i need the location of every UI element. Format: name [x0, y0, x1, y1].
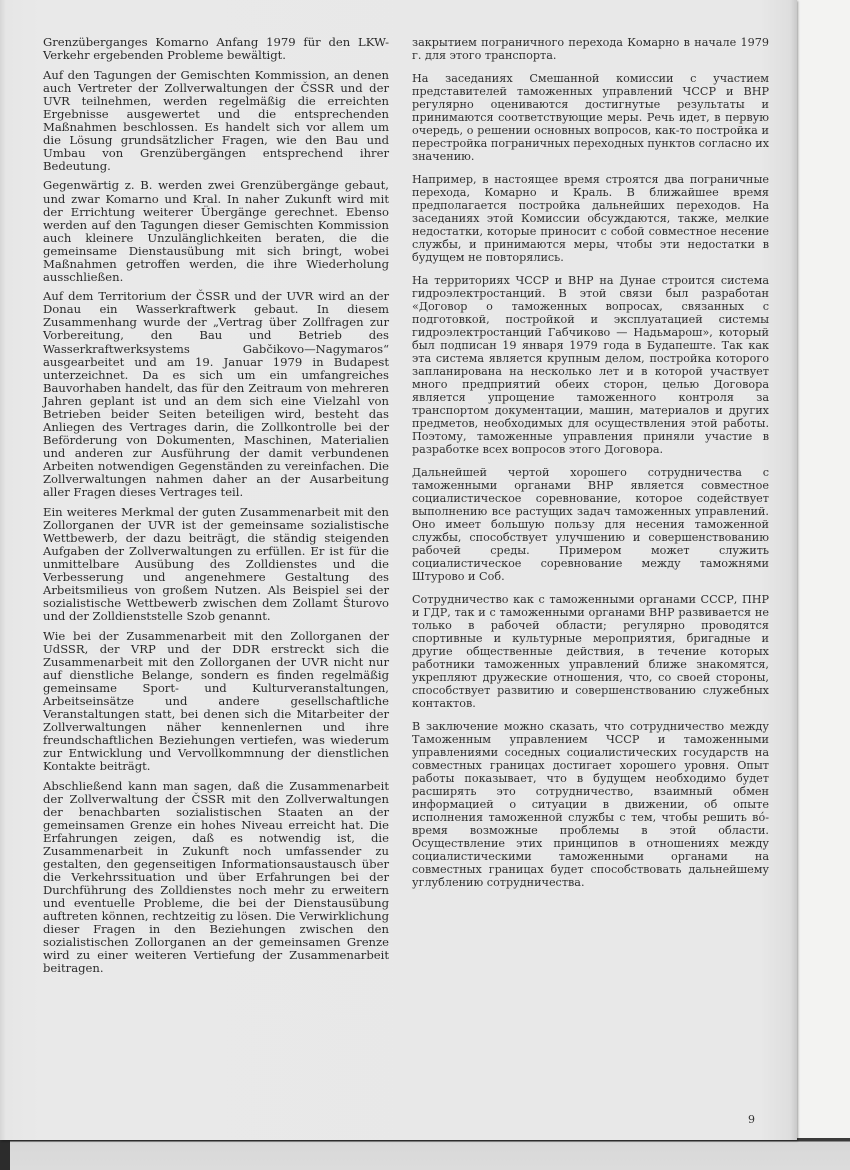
german-paragraph-2: Auf den Tagungen der Gemischten Kommission, an denen auch Vertreter der Zollverwaltungen der ČSSR und der UVR teilnehmen, werden regelmäßig die erreichten Ergebnisse ausgewertet und die entsprechenden Maßnahmen beschlossen. Es handelt sich vor allem um die Lösung grundsätzlicher Fragen, wie den Bau und Umbau von Grenzübergängen entsprechend ihrer Bedeutung. [43, 67, 389, 173]
page-number: 9 [748, 1113, 755, 1126]
russian-paragraph-1: закрытием пограничного перехода Комарно в начале 1979 г. для этого транспорта. [412, 36, 769, 62]
russian-paragraph-6: Сотрудничество как с таможенными органами СССР, ПНР и ГДР, так и с таможенными органами ВНР развивается не только в рабочей области; регулярно проводятся спортивные и культурные мероприятия, бригадные и другие общественные действия, в течение которых работники таможенных управлений ближе знакомятся, укрепляют дружеские отношения, что, со своей стороны, способствует развитию и совершенствованию служебных контактов. [412, 593, 769, 710]
german-paragraph-7: Abschließend kann man sagen, daß die Zusammenarbeit der Zollverwaltung der ČSSR mit den Zollverwaltungen der benachbarten sozialistischen Staaten an der gemeinsamen Grenze ein hohes Niveau erreicht hat. Die Erfahrungen zeigen, daß es notwendig ist, die Zusammenarbeit in Zukunft noch umfassender zu gestalten, den gegenseitigen Informationsaustausch über die Verkehrssituation und über Erfahrungen bei der Durchführung des Zolldienstes noch mehr zu erweitern und eventuelle Probleme, die bei der Dienstausübung auftreten können, rechtzeitig zu lösen. Die Verwirklichung dieser Fragen in den Beziehungen zwischen den sozialistischen Zollorganen an der gemeinsamen Grenze wird zu einer weiteren Vertiefung der Zusammenarbeit beitragen. [43, 778, 389, 976]
german-paragraph-3: Gegenwärtig z. B. werden zwei Grenzübergänge gebaut, und zwar Komarno und Kral. In naher Zukunft wird mit der Errichtung weiterer Übergänge gerechnet. Ebenso werden auf den Tagungen dieser Gemischten Kommission auch kleinere Unzulänglichkeiten beraten, die die gemeinsame Dienstausübung mit sich bringt, wobei Maßnahmen getroffen werden, die ihre Wiederholung ausschließen. [43, 178, 389, 284]
russian-paragraph-4: На территориях ЧССР и ВНР на Дунае строится система гидроэлектростанций. В этой связи был разработан «Договор о таможенных вопросах, связанных с подготовкой, постройкой и эксплуатацией системы гидроэлектростанций Габчиково — Надьмарош», который был подписан 19 января 1979 года в Будапеште. Так как эта система является крупным делом, постройка которого запланирована на несколько лет и в которой участвует много предприятий обеих сторон, целью Договора является упрощение таможенного контроля за транспортом документации, машин, материалов и других предметов, необходимых для осуществления этой работы. Поэтому, таможенные управления приняли участие в разработке всех вопросов этого Договора. [412, 274, 769, 456]
german-column [43, 36, 389, 982]
scanner-corner-shadow [0, 1138, 10, 1170]
german-paragraph-6: Wie bei der Zusammenarbeit mit den Zollorganen der UdSSR, der VRP und der DDR erstreckt sich die Zusammenarbeit mit den Zollorganen der UVR nicht nur auf dienstliche Belange, sondern es finden regelmäßig gemeinsame Sport- und Kulturveranstaltungen, Arbeitseinsätze und andere gesellschaftliche Veranstaltungen statt, bei denen sich die Mitarbeiter der Zollverwaltungen näher kennenlernen und ihre freundschaftlichen Beziehungen vertiefen, was wiederum zur Entwicklung und Vervollkommnung der dienstlichen Kontakte beiträgt. [43, 628, 389, 773]
russian-paragraph-5: Дальнейшей чертой хорошего сотрудничества с таможенными органами ВНР является совместное социалистическое соревнование, которое содействует выполнению все растущих задач таможенных управлений. Оно имеет большую пользу для несения таможенной службы, способствует улучшению и совершенствованию рабочей среды. Примером может служить социалистическое соревнование между таможнями Штурово и Соб. [412, 466, 769, 583]
german-paragraph-1: Grenzüberganges Komarno Anfang 1979 für den LKW-Verkehr ergebenden Probleme bewältigt. [43, 35, 389, 63]
german-paragraph-5: Ein weiteres Merkmal der guten Zusammenarbeit mit den Zollorganen der UVR ist der gemeinsame sozialistische Wettbewerb, der dazu beiträgt, die ständig steigenden Aufgaben der Zollverwaltungen zu erfüllen. Er ist für die unmittelbare Ausübung des Zolldienstes und die Verbesserung und angenehmere Gestaltung des Arbeitsmilieus von großem Nutzen. Als Beispiel sei der sozialistische Wettbewerb zwischen dem Zollamt Šturovo und der Zolldienststelle Szob genannt. [43, 504, 389, 623]
russian-column [412, 36, 769, 899]
scanner-bottom-edge [0, 1138, 850, 1170]
russian-paragraph-7: В заключение можно сказать, что сотрудничество между Таможенным управлением ЧССР и таможенными управлениями соседных социалистических государств на совместных границах достигает хорошего уровня. Опыт работы показывает, что в будущем необходимо будет расширять это сотрудничество, взаимный обмен информацией о ситуации в движении, об опыте исполнения таможенной службы с тем, чтобы решить вó-время возможные проблемы в этой области. Осуществление этих принципов в отношениях между социалистическими таможенными органами на совместных границах будет способствовать дальнейшему углублению сотрудничества. [412, 720, 769, 889]
russian-paragraph-2: На заседаниях Смешанной комиссии с участием представителей таможенных управлений ЧССР и ВНР регулярно оцениваются достигнутые результаты и принимаются соответствующие меры. Речь идет, в первую очередь, о решении основных вопросов, как-то постройка и перестройка пограничных переходных пунктов согласно их значению. [412, 72, 770, 163]
german-paragraph-4: Auf dem Territorium der ČSSR und der UVR wird an der Donau ein Wasserkraftwerk gebaut. In diesem Zusammenhang wurde der „Vertrag über Zollfragen zur Vorbereitung, den Bau und Betrieb des Wasserkraftwerksystems Gabčikovo—Nagymaros“ ausgearbeitet und am 19. Januar 1979 in Budapest unterzeichnet. Da es sich um ein umfangreiches Bauvorhaben handelt, das für den Zeitraum von mehreren Jahren geplant ist und an dem sich eine Vielzahl von Betrieben beider Seiten beteiligen wird, besteht das Anliegen des Vertrages darin, die Zollkontrolle bei der Beförderung von Dokumenten, Maschinen, Materialien und anderen zur Ausführung der damit verbundenen Arbeiten notwendigen Gegenständen zu vereinfachen. Die Zollverwaltungen nahmen daher an der Ausarbeitung aller Fragen dieses Vertrages teil. [43, 289, 389, 500]
russian-paragraph-3: Например, в настоящее время строятся два пограничные перехода, Комарно и Краль. В ближайшее время предполагается постройка дальнейших переходов. На заседаниях этой Комиссии обсуждаются, также, мелкие недостатки, которые приносит с собой совместное несение службы, и принимаются меры, чтобы эти недостатки в будущем не повторялись. [412, 173, 769, 264]
